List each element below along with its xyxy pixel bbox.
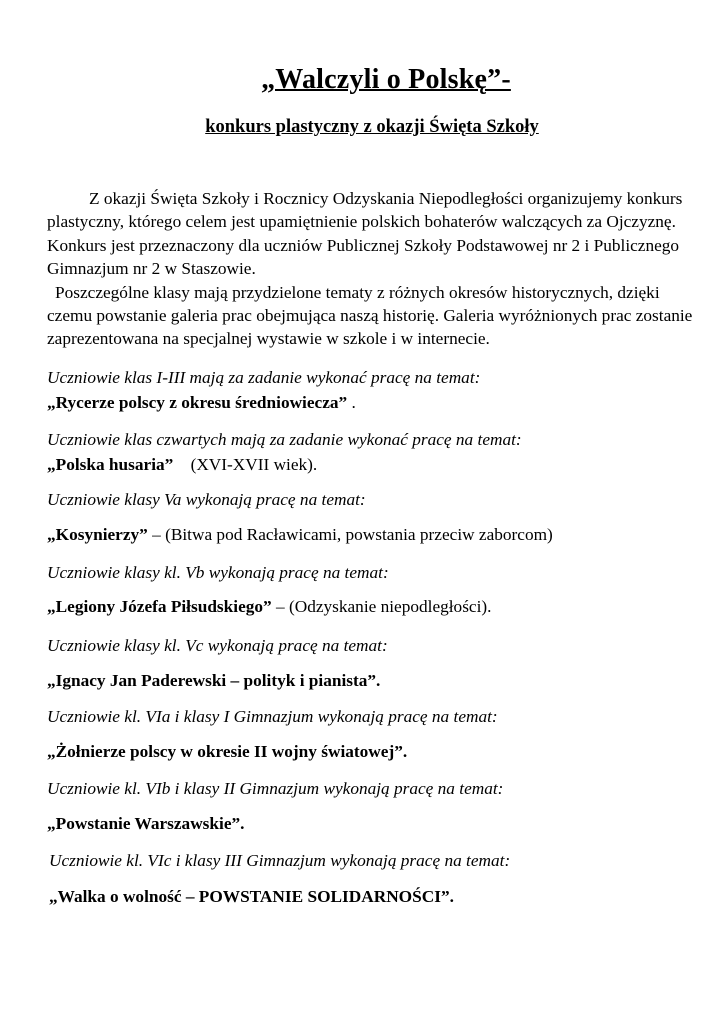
assignment-topic: „Ignacy Jan Paderewski – polityk i pianista”. <box>47 671 381 690</box>
assignment-topic-line <box>47 671 380 691</box>
intro-text <box>47 187 697 351</box>
assignment-note: (XVI-XVII wiek). <box>173 455 318 474</box>
assignment-topic-line <box>47 525 553 545</box>
assignment-group: Uczniowie klas I-III mają za zadanie wykonać pracę na temat: <box>47 368 481 387</box>
assignment-group: Uczniowie klasy kl. Vc wykonają pracę na temat: <box>47 636 388 655</box>
assignment-group: Uczniowie kl. VIa i klasy I Gimnazjum wykonają pracę na temat: <box>47 707 498 726</box>
assignment-topic: „Powstanie Warszawskie”. <box>47 814 245 833</box>
assignment-topic: „Kosynierzy” <box>47 525 148 544</box>
assignment-topic: „Rycerze polscy z okresu średniowiecza” <box>47 393 348 412</box>
assignment-topic-line <box>47 393 356 413</box>
assignment-topic-line <box>47 814 244 834</box>
document-subtitle: konkurs plastyczny z okazji Święta Szkoły <box>205 117 539 137</box>
document-title <box>0 64 724 96</box>
assignment-group: Uczniowie kl. VIb i klasy II Gimnazjum wykonają pracę na temat: <box>47 779 504 798</box>
assignment-topic: „Legiony Józefa Piłsudskiego” <box>47 597 272 616</box>
assignment-note: – (Odzyskanie niepodległości). <box>271 597 492 616</box>
assignment-topic: „Polska husaria” <box>47 455 174 474</box>
assignment-group: Uczniowie klasy Va wykonają pracę na temat: <box>47 490 366 509</box>
assignment-topic-line <box>47 742 407 762</box>
assignment-group: Uczniowie kl. VIc i klasy III Gimnazjum wykonają pracę na temat: <box>49 851 511 870</box>
intro-paragraph-2: Poszczególne klasy mają przydzielone tematy z różnych okresów historycznych, dzięki czemu powstanie galeria prac obejmująca naszą historię. Galeria wyróżnionych prac zostanie zaprezentowana na specjalnej wystawie w szkole i w internecie. <box>47 282 693 349</box>
assignment-note: – (Bitwa pod Racławicami, powstania przeciw zaborcom) <box>147 525 553 544</box>
assignment-note: . <box>347 393 356 412</box>
assignment-topic: „Walka o wolność – POWSTANIE SOLIDARNOŚCI”. <box>49 887 454 906</box>
assignment-topic-line <box>47 455 317 475</box>
assignment-topic-line <box>49 887 454 907</box>
assignment-group: Uczniowie klasy kl. Vb wykonają pracę na temat: <box>47 563 389 582</box>
assignment-topic-line <box>47 597 491 617</box>
assignment-topic: „Żołnierze polscy w okresie II wojny światowej”. <box>47 742 408 761</box>
title-text: „Walczyli o Polskę”- <box>261 64 511 95</box>
assignment-group: Uczniowie klas czwartych mają za zadanie wykonać pracę na temat: <box>47 430 522 449</box>
intro-paragraph-1: Z okazji Święta Szkoły i Rocznicy Odzyskania Niepodległości organizujemy konkurs plastyczny, którego celem jest upamiętnienie polskich bohaterów walczących za Ojczyznę. Konkurs jest przeznaczony dla uczniów Publicznej Szkoły Podstawowej nr 2 i Publicznego Gimnazjum nr 2 w Staszowie. <box>47 189 683 279</box>
